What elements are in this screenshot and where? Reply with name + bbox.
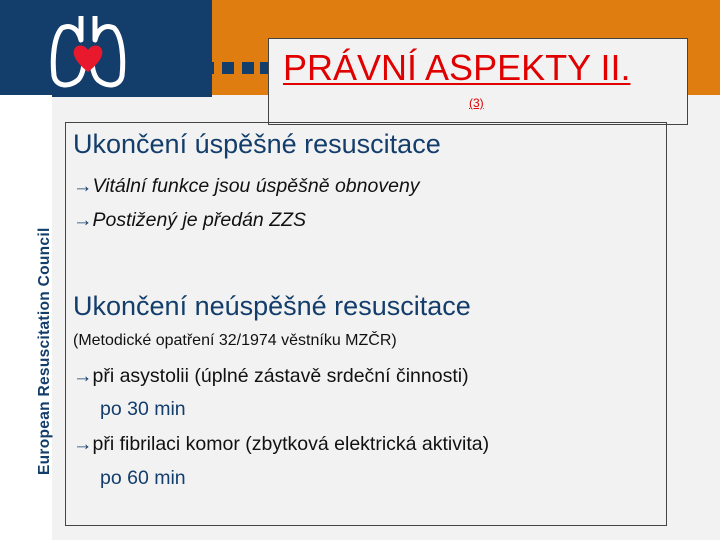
failure-heading: Ukončení neúspěšné resuscitace — [73, 291, 471, 321]
reference-link[interactable]: (3) — [469, 96, 484, 110]
arrow-icon: → — [73, 365, 93, 387]
arrow-icon: → — [73, 175, 93, 197]
square-2 — [222, 62, 234, 74]
success-item-2 — [73, 209, 306, 232]
failure-item-2 — [73, 433, 489, 456]
success-heading: Ukončení úspěšné resuscitace — [73, 129, 441, 159]
success-item-2-text: Postižený je předán ZZS — [92, 209, 307, 231]
lungs-heart-icon — [48, 10, 128, 90]
arrow-icon: → — [73, 433, 93, 455]
failure-item-2-text: při fibrilaci komor (zbytková elektrická aktivita) — [92, 433, 490, 455]
regulation-note: (Metodické opatření 32/1974 věstníku MZČR) — [73, 332, 397, 349]
failure-item-1-text: při asystolii (úplné zástavě srdeční činnosti) — [92, 365, 469, 387]
success-item-1-text: Vitální funkce jsou úspěšně obnoveny — [92, 175, 420, 197]
page-title: PRÁVNÍ ASPEKTY II. — [283, 47, 631, 88]
failure-item-1 — [73, 365, 469, 388]
failure-item-2-duration: po 60 min — [100, 467, 186, 489]
title-box — [268, 38, 688, 125]
square-1 — [202, 62, 214, 74]
success-item-1 — [73, 175, 420, 198]
square-3 — [242, 62, 254, 74]
arrow-icon: → — [73, 209, 93, 231]
logo-block — [0, 0, 212, 97]
organization-name: European Resuscitation Council — [36, 227, 53, 475]
failure-item-1-duration: po 30 min — [100, 398, 186, 420]
